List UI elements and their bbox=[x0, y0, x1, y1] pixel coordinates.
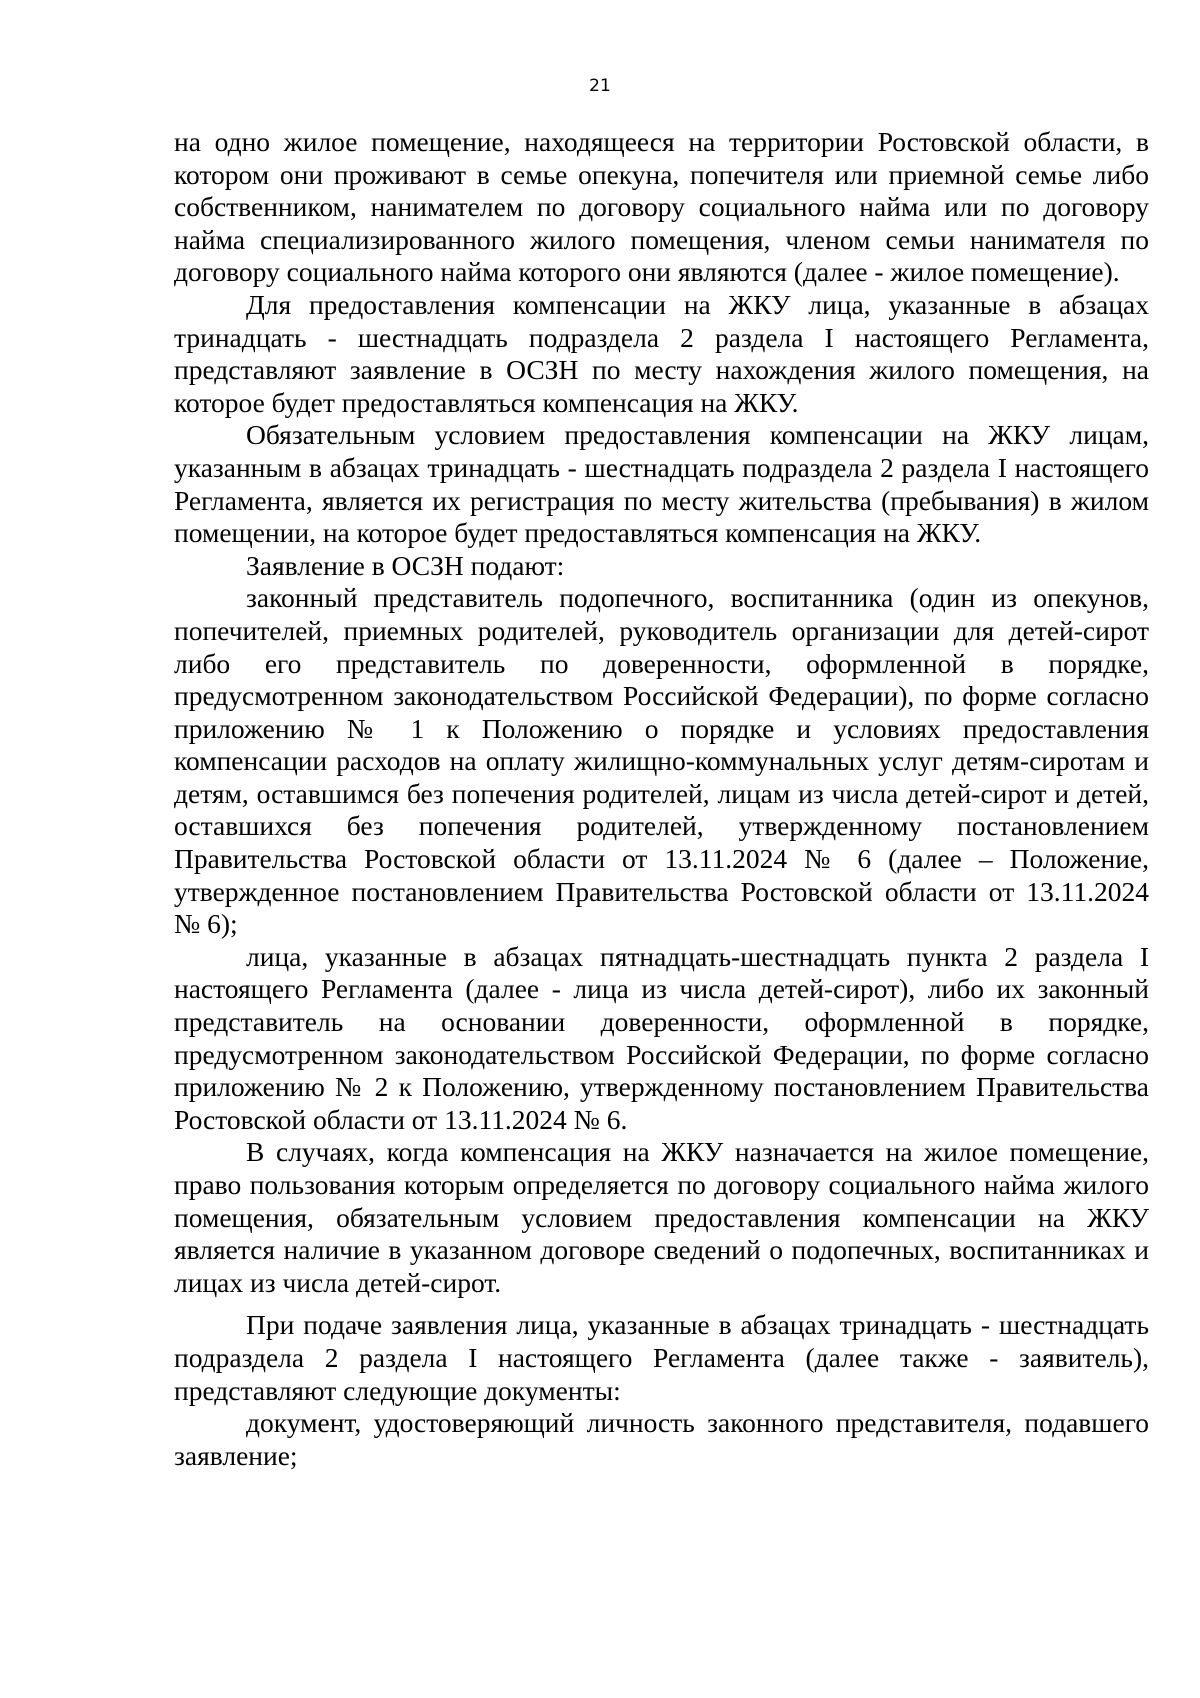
paragraph-legal-representative: законный представитель подопечного, воспитанника (один из опекунов, попечителей, приемных родителей, руководитель организации для детей-сирот либо его представитель по доверенности, оформленной в порядке, предусмотренном законодательством Российской Федерации), по форме согласно приложению № 1 к Положению о порядке и условиях предоставления компенсации расходов на оплату жилищно-коммунальных услуг детям-сиротам и детям, оставшимся без попечения родителей, лицам из числа детей-сирот и детей, оставшихся без попечения родителей, утвержденному постановлением Правительства Ростовской области от 13.11.2024 № 6 (далее – Положение, утвержденное постановлением Правительства Ростовской области от 13.11.2024 № 6); bbox=[174, 582, 1149, 940]
paragraph-orphan-persons: лица, указанные в абзацах пятнадцать-шестнадцать пункта 2 раздела I настоящего Регламента (далее - лица из числа детей-сирот), либо их законный представитель на основании доверенности, оформленной в порядке, предусмотренном законодательством Российской Федерации, по форме согласно приложению № 2 к Положению, утвержденному постановлением Правительства Ростовской области от 13.11.2024 № 6. bbox=[174, 940, 1149, 1135]
paragraph-registration-condition: Обязательным условием предоставления компенсации на ЖКУ лицам, указанным в абзацах тринадцать - шестнадцать подраздела 2 раздела I настоящего Регламента, является их регистрация по месту жительства (пребывания) в жилом помещении, на которое будет предоставляться компенсация на ЖКУ. bbox=[174, 419, 1149, 549]
paragraph-required-documents: При подаче заявления лица, указанные в абзацах тринадцать - шестнадцать подраздела 2 раздела I настоящего Регламента (далее также - заявитель), представляют следующие документы: bbox=[174, 1309, 1149, 1406]
paragraph-identity-document: документ, удостоверяющий личность законного представителя, подавшего заявление; bbox=[174, 1407, 1149, 1471]
paragraph-dwelling-definition: на одно жилое помещение, находящееся на территории Ростовской области, в котором они проживают в семье опекуна, попечителя или приемной семье либо собственником, нанимателем по договору социального найма или по договору найма специализированного жилого помещения, членом семьи нанимателя по договору социального найма которого они являются (далее - жилое помещение). bbox=[174, 126, 1149, 288]
document-body bbox=[174, 126, 1149, 1472]
paragraph-social-lease-condition: В случаях, когда компенсация на ЖКУ назначается на жилое помещение, право пользования которым определяется по договору социального найма жилого помещения, обязательным условием предоставления компенсации на ЖКУ является наличие в указанном договоре сведений о подопечных, воспитанниках и лицах из числа детей-сирот. bbox=[174, 1136, 1149, 1298]
page-number: 21 bbox=[589, 76, 611, 96]
paragraph-application-submission: Для предоставления компенсации на ЖКУ лица, указанные в абзацах тринадцать - шестнадцать подраздела 2 раздела I настоящего Регламента, представляют заявление в ОСЗН по месту нахождения жилого помещения, на которое будет предоставляться компенсация на ЖКУ. bbox=[174, 288, 1149, 418]
paragraph-applicants-heading: Заявление в ОСЗН подают: bbox=[246, 549, 565, 581]
